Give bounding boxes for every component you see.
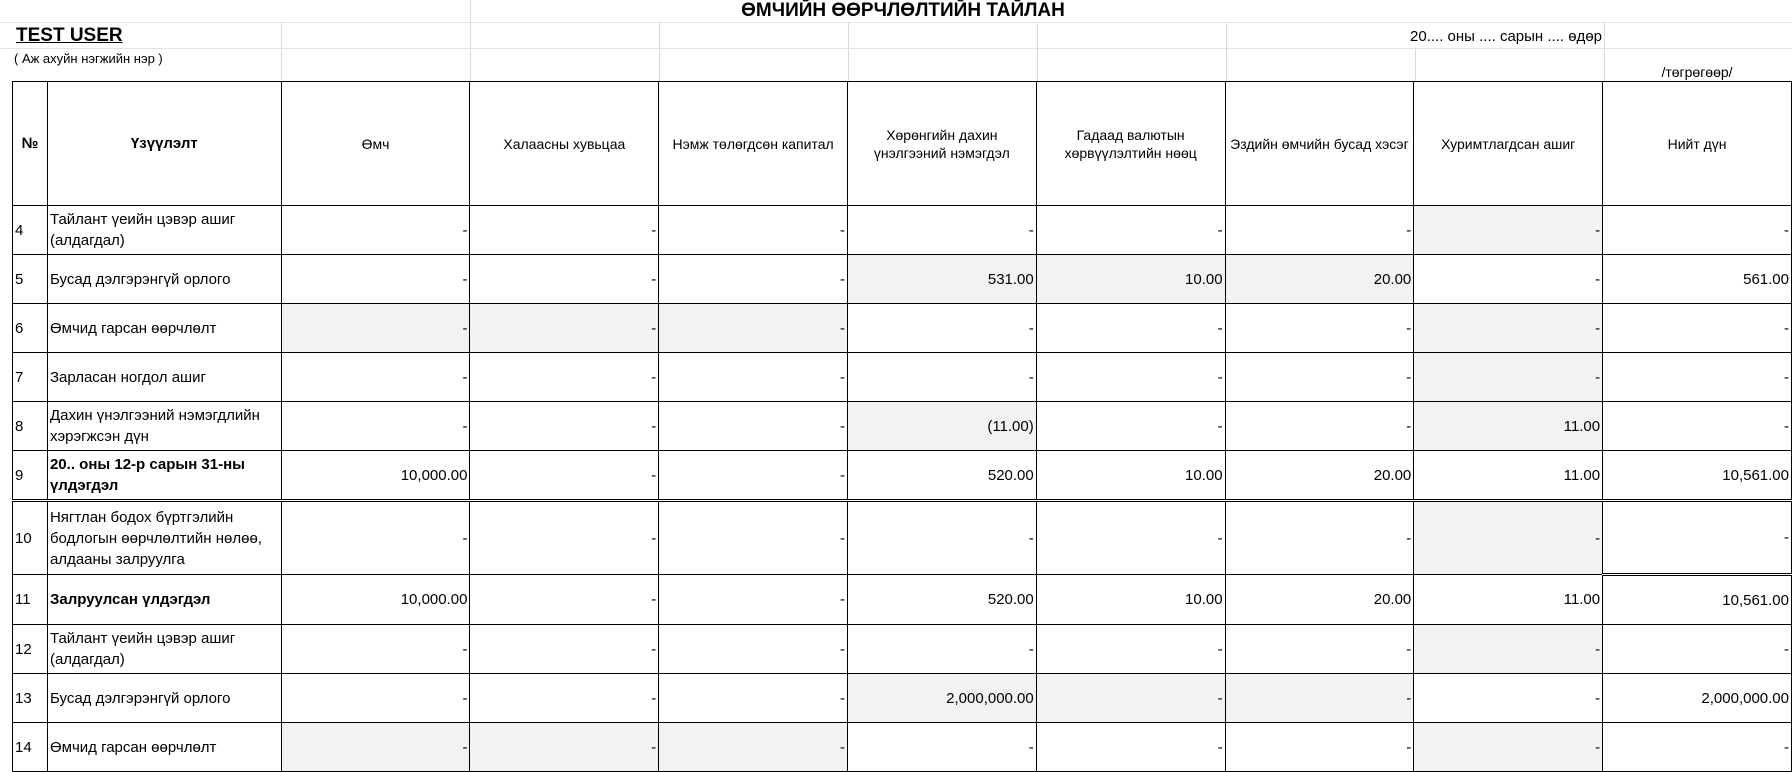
table-row bbox=[13, 501, 1792, 575]
cell-value[interactable]: - bbox=[281, 723, 470, 772]
cell-value[interactable]: - bbox=[281, 304, 470, 353]
cell-value[interactable]: - bbox=[1414, 206, 1603, 255]
table-row bbox=[13, 674, 1792, 723]
table-row bbox=[13, 451, 1792, 501]
report-title: ӨМЧИЙН ӨӨРЧЛӨЛТИЙН ТАЙЛАН bbox=[741, 0, 1065, 21]
cell-value[interactable]: - bbox=[659, 575, 848, 625]
cell-value[interactable]: - bbox=[847, 501, 1036, 575]
gridline bbox=[0, 48, 1792, 49]
cell-value[interactable]: 20.00 bbox=[1225, 451, 1414, 501]
cell-value[interactable]: 10,000.00 bbox=[281, 575, 470, 625]
cell-value[interactable]: - bbox=[470, 501, 659, 575]
cell-value[interactable]: - bbox=[659, 501, 848, 575]
cell-value[interactable]: - bbox=[659, 353, 848, 402]
table-row bbox=[13, 255, 1792, 304]
table-header-row bbox=[13, 82, 1792, 206]
row-label: Дахин үнэлгээний нэмэгдлийн хэрэгжсэн дүн bbox=[47, 402, 281, 451]
cell-value[interactable]: 20.00 bbox=[1225, 255, 1414, 304]
row-label: Өмчид гарсан өөрчлөлт bbox=[47, 304, 281, 353]
cell-value[interactable]: - bbox=[470, 353, 659, 402]
row-number: 14 bbox=[13, 723, 48, 772]
cell-value[interactable]: - bbox=[1225, 402, 1414, 451]
row-label: Тайлант үеийн цэвэр ашиг (алдагдал) bbox=[47, 625, 281, 674]
row-number: 7 bbox=[13, 353, 48, 402]
cell-value[interactable]: 11.00 bbox=[1414, 402, 1603, 451]
cell-value[interactable]: - bbox=[1225, 206, 1414, 255]
cell-value[interactable]: - bbox=[1603, 625, 1792, 674]
cell-value[interactable]: 520.00 bbox=[847, 451, 1036, 501]
cell-value[interactable]: - bbox=[470, 255, 659, 304]
header-indicator: Үзүүлэлт bbox=[47, 82, 281, 206]
table-row bbox=[13, 304, 1792, 353]
gridline bbox=[0, 22, 1792, 23]
cell-value[interactable]: - bbox=[1603, 353, 1792, 402]
cell-value[interactable]: - bbox=[1225, 723, 1414, 772]
row-number: 9 bbox=[13, 451, 48, 501]
table-row bbox=[13, 575, 1792, 625]
cell-value[interactable]: - bbox=[470, 575, 659, 625]
cell-value[interactable]: - bbox=[659, 674, 848, 723]
row-label: Залруулсан үлдэгдэл bbox=[47, 575, 281, 625]
cell-value[interactable]: - bbox=[281, 501, 470, 575]
header-treasury-shares: Халаасны хувьцаа bbox=[470, 82, 659, 206]
table-row bbox=[13, 402, 1792, 451]
cell-value[interactable]: 10,561.00 bbox=[1603, 451, 1792, 501]
cell-value[interactable]: - bbox=[1036, 304, 1225, 353]
cell-value[interactable]: - bbox=[470, 625, 659, 674]
row-label: Өмчид гарсан өөрчлөлт bbox=[47, 723, 281, 772]
gridline bbox=[1415, 48, 1416, 81]
table-row bbox=[13, 723, 1792, 772]
cell-value[interactable]: 20.00 bbox=[1225, 575, 1414, 625]
cell-value[interactable]: - bbox=[281, 255, 470, 304]
cell-value[interactable]: - bbox=[470, 723, 659, 772]
cell-value[interactable]: - bbox=[281, 625, 470, 674]
gridline bbox=[1037, 22, 1038, 81]
cell-value[interactable]: 11.00 bbox=[1414, 451, 1603, 501]
currency-unit: /төгрөгөөр/ bbox=[1661, 64, 1733, 80]
header-other-equity: Эздийн өмчийн бусад хэсэг bbox=[1225, 82, 1414, 206]
row-number: 6 bbox=[13, 304, 48, 353]
report-date: 20.... оны .... сарын .... өдөр bbox=[1410, 28, 1602, 45]
row-number: 12 bbox=[13, 625, 48, 674]
cell-value[interactable]: 10.00 bbox=[1036, 575, 1225, 625]
cell-value[interactable]: 561.00 bbox=[1603, 255, 1792, 304]
cell-value[interactable]: - bbox=[1414, 304, 1603, 353]
cell-value[interactable]: - bbox=[659, 723, 848, 772]
cell-value[interactable]: 2,000,000.00 bbox=[1603, 674, 1792, 723]
cell-value[interactable]: - bbox=[1603, 723, 1792, 772]
cell-value[interactable]: - bbox=[847, 723, 1036, 772]
cell-value[interactable]: - bbox=[470, 206, 659, 255]
cell-value[interactable]: - bbox=[1036, 674, 1225, 723]
cell-value[interactable]: - bbox=[1414, 501, 1603, 575]
cell-value[interactable]: - bbox=[1036, 353, 1225, 402]
row-number: 10 bbox=[13, 501, 48, 575]
cell-value[interactable]: - bbox=[281, 353, 470, 402]
cell-value[interactable]: - bbox=[1036, 206, 1225, 255]
cell-value[interactable]: - bbox=[1414, 353, 1603, 402]
cell-value[interactable]: - bbox=[470, 402, 659, 451]
cell-value[interactable]: - bbox=[659, 625, 848, 674]
cell-value[interactable]: 531.00 bbox=[847, 255, 1036, 304]
cell-value[interactable]: 10.00 bbox=[1036, 451, 1225, 501]
cell-value[interactable]: - bbox=[659, 206, 848, 255]
cell-value[interactable]: - bbox=[1036, 501, 1225, 575]
cell-value[interactable]: - bbox=[1036, 723, 1225, 772]
cell-value[interactable]: - bbox=[847, 304, 1036, 353]
header-equity: Өмч bbox=[281, 82, 470, 206]
cell-value[interactable]: - bbox=[1603, 402, 1792, 451]
cell-value[interactable]: 10,000.00 bbox=[281, 451, 470, 501]
row-number: 8 bbox=[13, 402, 48, 451]
header-no: № bbox=[13, 82, 48, 206]
cell-value[interactable]: - bbox=[1225, 501, 1414, 575]
cell-value[interactable]: - bbox=[470, 451, 659, 501]
row-label: Зарласан ногдол ашиг bbox=[47, 353, 281, 402]
header-revaluation-surplus: Хөрөнгийн дахин үнэлгээний нэмэгдэл bbox=[847, 82, 1036, 206]
table-row bbox=[13, 625, 1792, 674]
cell-value[interactable]: 11.00 bbox=[1414, 575, 1603, 625]
row-number: 13 bbox=[13, 674, 48, 723]
cell-value[interactable]: - bbox=[281, 674, 470, 723]
cell-value[interactable]: - bbox=[847, 353, 1036, 402]
cell-value[interactable]: - bbox=[659, 402, 848, 451]
gridline bbox=[281, 22, 282, 81]
cell-value[interactable]: - bbox=[1225, 674, 1414, 723]
company-name: TEST USER bbox=[16, 25, 123, 46]
row-label: Бусад дэлгэрэнгүй орлого bbox=[47, 674, 281, 723]
equity-statement-table bbox=[12, 81, 1792, 772]
cell-value[interactable]: - bbox=[847, 206, 1036, 255]
row-label: Бусад дэлгэрэнгүй орлого bbox=[47, 255, 281, 304]
cell-value[interactable]: - bbox=[281, 206, 470, 255]
cell-value[interactable]: - bbox=[470, 304, 659, 353]
cell-value[interactable]: 10.00 bbox=[1036, 255, 1225, 304]
cell-value[interactable]: 520.00 bbox=[847, 575, 1036, 625]
cell-value[interactable]: - bbox=[659, 255, 848, 304]
cell-value[interactable]: - bbox=[659, 451, 848, 501]
cell-value[interactable]: - bbox=[1414, 723, 1603, 772]
cell-value[interactable]: - bbox=[470, 674, 659, 723]
header-total: Нийт дүн bbox=[1603, 82, 1792, 206]
cell-value[interactable]: 10,561.00 bbox=[1603, 575, 1792, 625]
row-number: 11 bbox=[13, 575, 48, 625]
cell-value[interactable]: - bbox=[1225, 625, 1414, 674]
header-additional-capital: Нэмж төлөгдсөн капитал bbox=[659, 82, 848, 206]
row-number: 4 bbox=[13, 206, 48, 255]
gridline bbox=[659, 22, 660, 81]
row-number: 5 bbox=[13, 255, 48, 304]
table-row bbox=[13, 206, 1792, 255]
row-label: Нягтлан бодох бүртгэлийн бодлогын өөрчлөлтийн нөлөө, алдааны залруулга bbox=[47, 501, 281, 575]
cell-value[interactable]: - bbox=[1225, 353, 1414, 402]
cell-value[interactable]: - bbox=[847, 625, 1036, 674]
cell-value[interactable]: - bbox=[281, 402, 470, 451]
cell-value[interactable]: - bbox=[659, 304, 848, 353]
cell-value[interactable]: - bbox=[1603, 304, 1792, 353]
header-retained-earnings: Хуримтлагдсан ашиг bbox=[1414, 82, 1603, 206]
cell-value[interactable]: - bbox=[1036, 625, 1225, 674]
cell-value[interactable]: 2,000,000.00 bbox=[847, 674, 1036, 723]
company-caption: ( Аж ахуйн нэгжийн нэр ) bbox=[14, 51, 163, 66]
cell-value[interactable]: - bbox=[1414, 674, 1603, 723]
row-label: Тайлант үеийн цэвэр ашиг (алдагдал) bbox=[47, 206, 281, 255]
gridline bbox=[848, 22, 849, 81]
cell-value[interactable]: (11.00) bbox=[847, 402, 1036, 451]
row-label: 20.. оны 12-р сарын 31-ны үлдэгдэл bbox=[47, 451, 281, 501]
cell-value[interactable]: - bbox=[1603, 206, 1792, 255]
cell-value[interactable]: - bbox=[1225, 304, 1414, 353]
cell-value[interactable]: - bbox=[1036, 402, 1225, 451]
header-fx-reserve: Гадаад валютын хөрвүүлэлтийн нөөц bbox=[1036, 82, 1225, 206]
cell-value[interactable]: - bbox=[1414, 625, 1603, 674]
cell-value[interactable]: - bbox=[1603, 501, 1792, 575]
table-row bbox=[13, 353, 1792, 402]
cell-value[interactable]: - bbox=[1414, 255, 1603, 304]
